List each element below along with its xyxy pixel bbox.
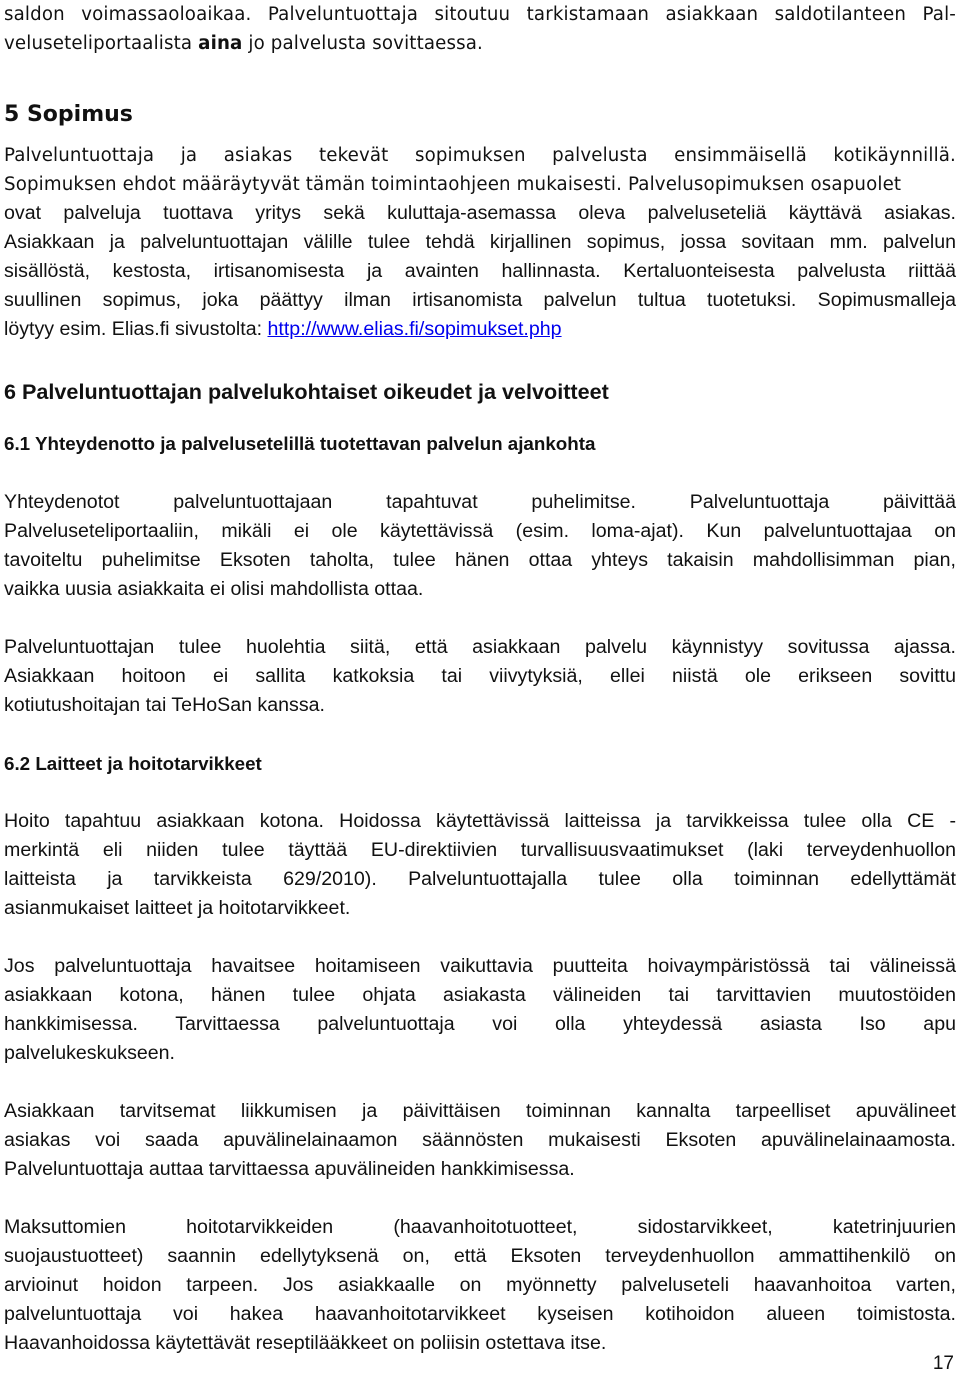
text-line: vaikka uusia asiakkaita ei olisi mahdollista ottaa. [4, 578, 424, 600]
text-line: laitteista ja tarvikkeista 629/2010). Palveluntuottajalla tulee olla toiminnan edellyttämät [4, 868, 956, 890]
text-line: Asiakkaan hoitoon ei sallita katkoksia tai viivytyksiä, ellei niistä ole erikseen sovittu [4, 665, 956, 687]
text-line: veluseteliportaalista aina jo palvelusta sovittaessa. [4, 33, 483, 54]
sopimukset-link[interactable]: http://www.elias.fi/sopimukset.php [267, 318, 562, 340]
text-line: suullinen sopimus, joka päättyy ilman irtisanomista palvelun tultua tuotetuksi. Sopimusmalleja [4, 289, 956, 311]
text-line: asiakkaan kotona, hänen tulee ohjata asiakasta välineiden tai tarvittavien muutostöiden [4, 984, 956, 1006]
text-line: Palveluntuottaja auttaa tarvittaessa apuvälineiden hankkimisessa. [4, 1158, 575, 1180]
text-line: Hoito tapahtuu asiakkaan kotona. Hoidossa käytettävissä laitteissa ja tarvikkeissa tulee olla CE - [4, 810, 956, 832]
subsection-heading: 6.1 Yhteydenotto ja palvelusetelillä tuotettavan palvelun ajankohta [4, 433, 596, 454]
text-line: Jos palveluntuottaja havaitsee hoitamiseen vaikuttavia puutteita hoivaympäristössä tai välineissä [4, 955, 956, 977]
text-line: Asiakkaan tarvitsemat liikkumisen ja päivittäisen toiminnan kannalta tarpeelliset apuvälineet [4, 1100, 956, 1122]
document-page [4, 0, 956, 1354]
text-line: asiakas voi saada apuvälinelainaamon säännösten mukaisesti Eksoten apuvälinelainaamosta. [4, 1129, 956, 1151]
text-line: sisällöstä, kestosta, irtisanomisesta ja avainten hallinnasta. Kertaluonteisesta palvelusta riittää [4, 260, 956, 282]
text-line: palveluntuottaja voi hakea haavanhoitotarvikkeet kyseisen kotihoidon alueen toimistosta. [4, 1303, 956, 1325]
text-line: hankkimisessa. Tarvittaessa palveluntuottaja voi olla yhteydessä asiasta Iso apu [4, 1013, 956, 1035]
text-line: Haavanhoidossa käytettävät reseptilääkkeet on poliisin ostettava itse. [4, 1332, 607, 1354]
text-line: Palveluntuottaja ja asiakas tekevät sopimuksen palvelusta ensimmäisellä kotikäynnillä. [4, 145, 956, 166]
text-line: Palveluntuottajan tulee huolehtia siitä, että asiakkaan palvelu käynnistyy sovitussa ajassa. [4, 636, 956, 658]
section-heading: 6 Palveluntuottajan palvelukohtaiset oikeudet ja velvoitteet [4, 379, 609, 404]
text-line: arvioinut hoidon tarpeen. Jos asiakkaalle on myönnetty palveluseteli haavanhoitoa varten, [4, 1274, 956, 1296]
text-line: merkintä eli niiden tulee täyttää EU-direktiivien turvallisuusvaatimukset (laki terveydenhuollon [4, 839, 956, 861]
text-line: Palveluseteliportaaliin, mikäli ei ole käytettävissä (esim. loma-ajat). Kun palveluntuottajaa on [4, 520, 956, 542]
page-number: 17 [932, 1353, 954, 1374]
text-line: löytyy esim. Elias.fi sivustolta: http://www.elias.fi/sopimukset.php [4, 318, 562, 340]
text-line: saldon voimassaoloaikaa. Palveluntuottaja sitoutuu tarkistamaan asiakkaan saldotilanteen Pal- [4, 4, 956, 25]
text-line: ovat palveluja tuottava yritys sekä kuluttaja-asemassa oleva palveluseteliä käyttävä asiakas. [4, 202, 956, 224]
text-line: palvelukeskukseen. [4, 1042, 176, 1064]
text-line: Maksuttomien hoitotarvikkeiden (haavanhoitotuotteet, sidostarvikkeet, katetrinjuurien [4, 1216, 956, 1238]
text-line: Yhteydenotot palveluntuottajaan tapahtuvat puhelimitse. Palveluntuottaja päivittää [4, 491, 956, 513]
text-line: suojaustuotteet) saannin edellytyksenä on, että Eksoten terveydenhuollon ammattihenkilö on [4, 1245, 956, 1267]
text-line: Asiakkaan ja palveluntuottajan välille tulee tehdä kirjallinen sopimus, jossa sovitaan mm. palvelun [4, 231, 956, 253]
text-line: tavoiteltu puhelimitse Eksoten taholta, tulee hänen ottaa yhteys takaisin mahdollisimman pian, [4, 549, 956, 571]
text-line: Sopimuksen ehdot määräytyvät tämän toimintaohjeen mukaisesti. Palvelusopimuksen osapuolet [4, 174, 902, 195]
text-line: asianmukaiset laitteet ja hoitotarvikkeet. [4, 897, 351, 919]
section-heading: 5 Sopimus [4, 102, 133, 127]
text-line: kotiutushoitajan tai TeHoSan kanssa. [4, 694, 325, 716]
subsection-heading: 6.2 Laitteet ja hoitotarvikkeet [4, 753, 262, 774]
